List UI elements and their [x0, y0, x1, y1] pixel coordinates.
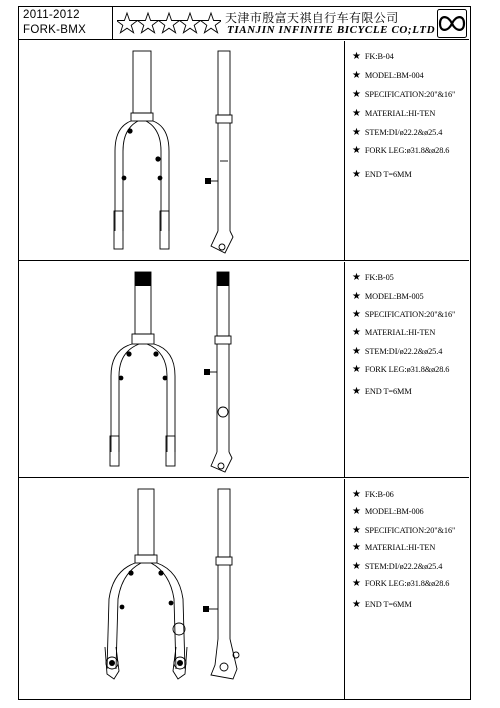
spec-end: ★ END T=6MM: [352, 599, 412, 610]
spec-model: ★ MODEL:BM-006: [352, 506, 424, 517]
fork-technical-drawing: [19, 479, 345, 699]
spec-fork-leg: ★ FORK LEG:ø31.8&ø28.6: [352, 364, 450, 375]
star-bullet-icon: ★: [352, 51, 361, 62]
fork-drawing-b05: [19, 262, 345, 477]
catalog-category: FORK-BMX: [23, 24, 87, 36]
star-bullet-icon: ★: [352, 386, 361, 397]
spec-stem: ★ STEM:DI/ø22.2&ø25.4: [352, 561, 443, 572]
star-bullet-icon: ★: [352, 327, 361, 338]
spec-fork-leg: ★ FORK LEG:ø31.8&ø28.6: [352, 578, 450, 589]
fork-drawing-b04: [19, 41, 345, 260]
spec-fk: ★ FK:B-06: [352, 489, 394, 500]
spec-material: ★ MATERIAL:HI-TEN: [352, 327, 436, 338]
star-bullet-icon: ★: [352, 309, 361, 320]
catalog-years: 2011-2012: [23, 9, 80, 21]
year-category-box: [19, 7, 113, 40]
star-bullet-icon: ★: [352, 169, 361, 180]
product-row-b04: [19, 41, 469, 261]
star-bullet-icon: ★: [352, 599, 361, 610]
product-row-b06: [19, 479, 469, 699]
company-name: [225, 7, 436, 40]
star-bullet-icon: ★: [352, 89, 361, 100]
star-bullet-icon: ★: [352, 561, 361, 572]
star-bullet-icon: ★: [352, 127, 361, 138]
star-bullet-icon: ★: [352, 489, 361, 500]
spec-end: ★ END T=6MM: [352, 386, 412, 397]
catalog-header: [19, 7, 469, 40]
fork-technical-drawing: [19, 262, 345, 478]
spec-stem: ★ STEM:DI/ø22.2&ø25.4: [352, 127, 443, 138]
spec-list-b05: [349, 262, 469, 477]
infinity-logo-icon: [437, 9, 467, 38]
star-bullet-icon: ★: [352, 291, 361, 302]
star-bullet-icon: ★: [352, 578, 361, 589]
star-bullet-icon: ★: [352, 506, 361, 517]
star-bullet-icon: ★: [352, 525, 361, 536]
star-bullet-icon: ★: [352, 145, 361, 156]
spec-fork-leg: ★ FORK LEG:ø31.8&ø28.6: [352, 145, 450, 156]
spec-material: ★ MATERIAL:HI-TEN: [352, 542, 436, 553]
star-bullet-icon: ★: [352, 272, 361, 283]
company-name-english: TIANJIN INFINITE BICYCLE CO;LTD: [227, 24, 436, 36]
catalog-sheet: [18, 6, 471, 700]
fork-technical-drawing: [19, 41, 345, 261]
rating-stars-icon: [117, 11, 221, 37]
fork-drawing-b06: [19, 479, 345, 699]
spec-list-b04: [349, 41, 469, 260]
star-bullet-icon: ★: [352, 70, 361, 81]
company-name-chinese: 天津市殷富天祺自行车有限公司: [225, 11, 399, 25]
star-bullet-icon: ★: [352, 542, 361, 553]
star-bullet-icon: ★: [352, 346, 361, 357]
spec-specification: ★ SPECIFICATION:20"&16": [352, 309, 456, 320]
product-row-b05: [19, 262, 469, 478]
star-bullet-icon: ★: [352, 108, 361, 119]
star-bullet-icon: ★: [352, 364, 361, 375]
spec-model: ★ MODEL:BM-004: [352, 70, 424, 81]
spec-fk: ★ FK:B-04: [352, 51, 394, 62]
spec-specification: ★ SPECIFICATION:20"&16": [352, 89, 456, 100]
spec-model: ★ MODEL:BM-005: [352, 291, 424, 302]
spec-end: ★ END T=6MM: [352, 169, 412, 180]
spec-specification: ★ SPECIFICATION:20"&16": [352, 525, 456, 536]
spec-fk: ★ FK:B-05: [352, 272, 394, 283]
spec-list-b06: [349, 479, 469, 699]
spec-stem: ★ STEM:DI/ø22.2&ø25.4: [352, 346, 443, 357]
spec-material: ★ MATERIAL:HI-TEN: [352, 108, 436, 119]
